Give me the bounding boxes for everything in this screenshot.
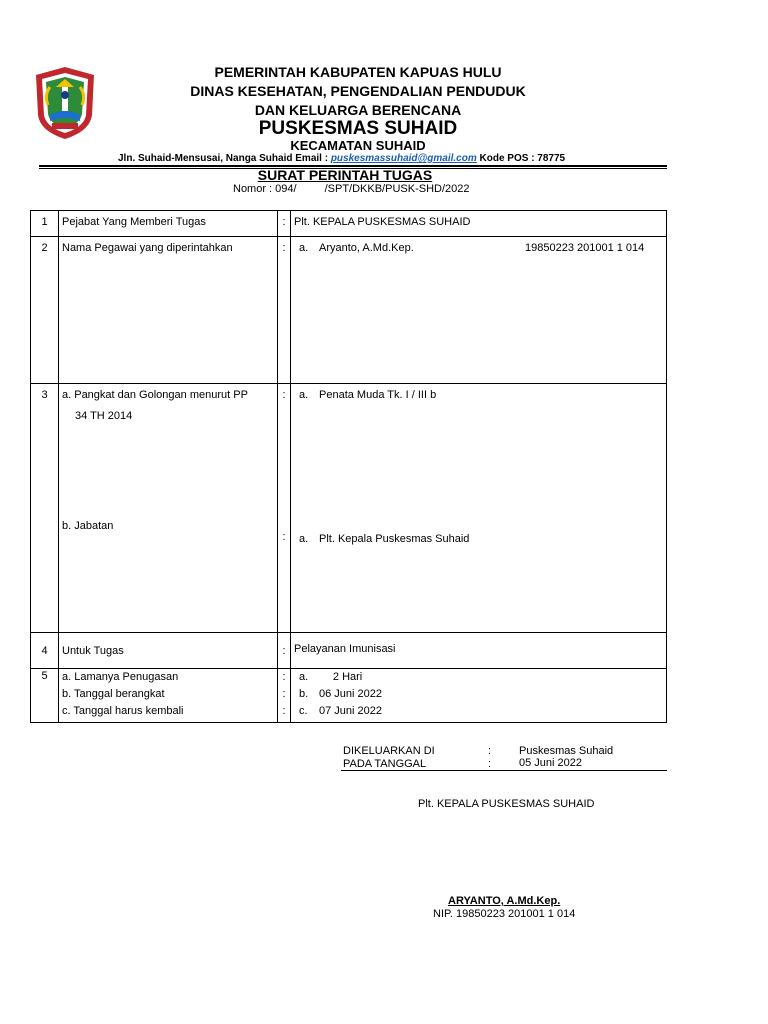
row-label: Untuk Tugas bbox=[59, 633, 278, 669]
return-date: 07 Juni 2022 bbox=[319, 705, 382, 717]
row-colon: : bbox=[278, 211, 291, 237]
departure-label: b. Tanggal berangkat bbox=[62, 688, 165, 700]
employee-name: Aryanto, A.Md.Kep. bbox=[319, 242, 414, 254]
row-value bbox=[291, 384, 667, 633]
document-title: SURAT PERINTAH TUGAS bbox=[257, 167, 433, 183]
return-label: c. Tanggal harus kembali bbox=[62, 705, 184, 717]
signatory-name: ARYANTO, A.Md.Kep. bbox=[448, 895, 561, 907]
signatory-position: Plt. KEPALA PUSKESMAS SUHAID bbox=[418, 798, 595, 810]
item-marker: a. bbox=[299, 389, 309, 401]
issued-date-label: PADA TANGGAL bbox=[343, 758, 427, 770]
item-marker: b. bbox=[299, 688, 309, 700]
address-text: Jln. Suhaid-Mensusai, Nanga Suhaid Email : bbox=[118, 153, 331, 164]
row-colon: : bbox=[278, 237, 291, 384]
row-number: 4 bbox=[31, 633, 59, 669]
position-value: Plt. Kepala Puskesmas Suhaid bbox=[319, 533, 470, 545]
number-suffix: /SPT/DKKB/PUSK-SHD/2022 bbox=[324, 183, 470, 195]
letterhead-agency-cont: DAN KELUARGA BERENCANA bbox=[254, 102, 462, 118]
row-label: Nama Pegawai yang diperintahkan bbox=[59, 237, 278, 384]
issued-date-value: 05 Juni 2022 bbox=[519, 757, 582, 769]
issued-place-colon: : bbox=[488, 745, 492, 757]
rank-label: a. Pangkat dan Golongan menurut PP bbox=[62, 389, 248, 401]
issued-date-colon: : bbox=[488, 758, 492, 770]
letterhead-puskesmas: PUSKESMAS SUHAID bbox=[258, 118, 458, 139]
item-marker: a. bbox=[299, 533, 309, 545]
row-label bbox=[59, 384, 278, 633]
row-value bbox=[291, 669, 667, 723]
row-number: 5 bbox=[31, 669, 59, 723]
table-row bbox=[31, 633, 667, 669]
item-marker: c. bbox=[299, 705, 308, 717]
rank-label-cont: 34 TH 2014 bbox=[75, 410, 133, 422]
departure-date: 06 Juni 2022 bbox=[319, 688, 382, 700]
table-row bbox=[31, 237, 667, 384]
letterhead-agency: DINAS KESEHATAN, PENGENDALIAN PENDUDUK bbox=[190, 83, 526, 99]
table-row bbox=[31, 211, 667, 237]
letterhead-government: PEMERINTAH KABUPATEN KAPUAS HULU bbox=[214, 64, 502, 80]
employee-nip: 19850223 201001 1 014 bbox=[525, 242, 645, 254]
row-colon: : : : bbox=[278, 669, 291, 723]
letterhead-district: KECAMATAN SUHAID bbox=[290, 138, 426, 153]
row-label: Pejabat Yang Memberi Tugas bbox=[59, 211, 278, 237]
table-row bbox=[31, 384, 667, 633]
issued-place-label: DIKELUARKAN DI bbox=[343, 745, 435, 757]
row-number: 2 bbox=[31, 237, 59, 384]
duration-unit: Hari bbox=[342, 671, 363, 683]
signatory-nip: NIP. 19850223 201001 1 014 bbox=[433, 908, 576, 920]
position-label: b. Jabatan bbox=[62, 520, 114, 532]
table-row bbox=[31, 669, 667, 723]
issued-place-value: Puskesmas Suhaid bbox=[519, 745, 614, 757]
row-number: 1 bbox=[31, 211, 59, 237]
row-label bbox=[59, 669, 278, 723]
issued-rule bbox=[341, 770, 667, 771]
number-prefix: Nomor : 094/ bbox=[233, 183, 297, 195]
item-marker: a. bbox=[299, 671, 309, 683]
row-value: Pelayanan Imunisasi bbox=[291, 633, 667, 669]
row-number: 3 bbox=[31, 384, 59, 633]
row-value: Plt. KEPALA PUSKESMAS SUHAID bbox=[291, 211, 667, 237]
item-marker: a. bbox=[299, 242, 309, 254]
duration-label: a. Lamanya Penugasan bbox=[62, 671, 179, 683]
assignment-table bbox=[30, 210, 667, 723]
row-value bbox=[291, 237, 667, 384]
row-colon: : : bbox=[278, 384, 291, 633]
postal-code: Kode POS : 78775 bbox=[476, 153, 566, 164]
letterhead-address bbox=[118, 153, 565, 164]
document-number bbox=[233, 183, 469, 195]
duration-value: 2 bbox=[332, 671, 339, 683]
rank-value: Penata Muda Tk. I / III b bbox=[319, 389, 437, 401]
row-colon: : bbox=[278, 633, 291, 669]
email-link[interactable]: puskesmassuhaid@gmail.com bbox=[330, 153, 477, 164]
